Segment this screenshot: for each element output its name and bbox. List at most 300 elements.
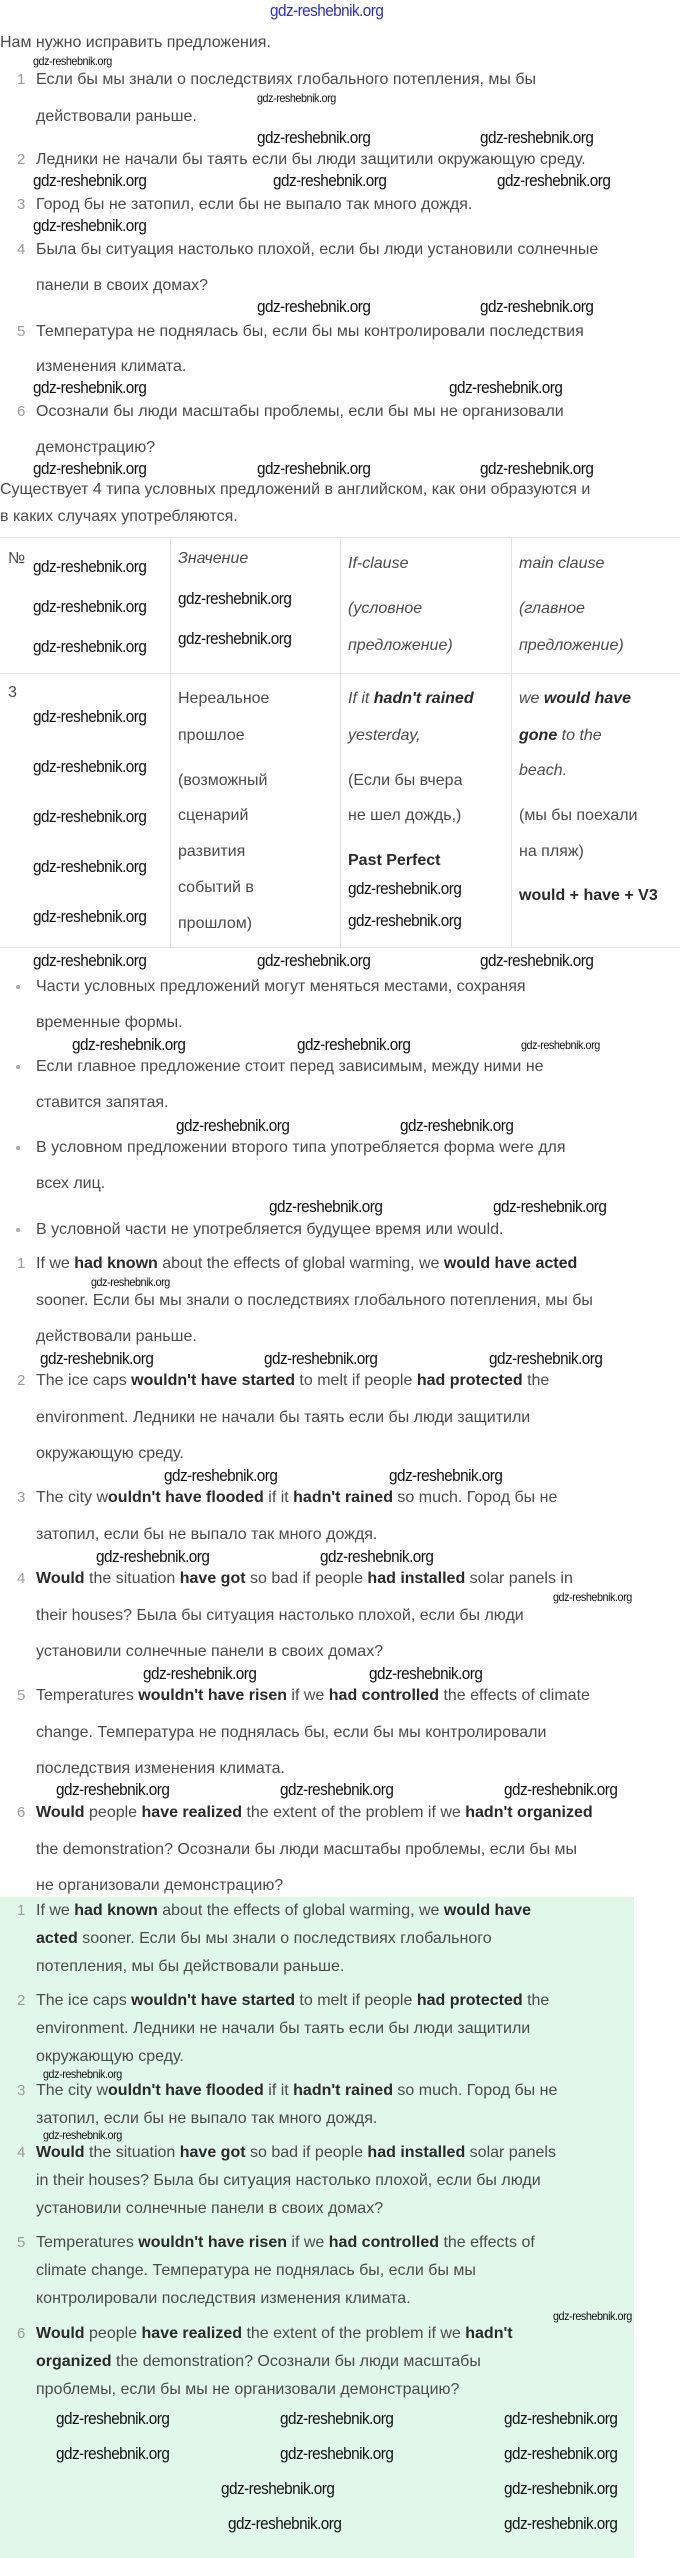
site-watermark-link[interactable]: gdz-reshebnik.org <box>270 1 384 20</box>
clipped-rule-line <box>0 481 680 499</box>
text-segment: wouldn't have risen <box>138 2234 287 2251</box>
text-segment: Была бы ситуация настолько плохой, если бы люди установили солнечные <box>36 241 599 258</box>
text-segment: Части условных предложений могут меняться местами, сохраняя <box>36 978 526 995</box>
watermark-text: gdz-reshebnik.org <box>33 807 147 826</box>
text-segment: to melt if people <box>294 1372 417 1389</box>
text-segment: wouldn't have started <box>131 1372 295 1389</box>
text-segment: ouldn't have flooded <box>108 1489 264 1506</box>
text-segment: if we <box>286 2234 329 2251</box>
text-segment: the effects of <box>439 2234 535 2251</box>
watermark-text: gdz-reshebnik.org <box>43 2128 122 2142</box>
watermark-text: gdz-reshebnik.org <box>280 2409 394 2428</box>
text-line <box>348 851 441 871</box>
text-line <box>36 1327 197 1347</box>
watermark-text: gdz-reshebnik.org <box>269 1197 383 1216</box>
text-segment: окружающую среду. <box>36 2048 184 2065</box>
text-segment: beach. <box>519 762 568 779</box>
text-segment: main clause <box>519 555 605 572</box>
item-number: 4 <box>17 241 26 258</box>
text-line <box>36 2233 535 2253</box>
text-line <box>36 276 208 296</box>
text-segment: демонстрацию? <box>36 439 156 456</box>
text-segment: solar panels <box>465 2144 556 2161</box>
text-segment: временные формы. <box>36 1014 183 1031</box>
text-segment: Would <box>36 2325 85 2342</box>
watermark-text: gdz-reshebnik.org <box>33 907 147 926</box>
watermark-text: gdz-reshebnik.org <box>521 1038 600 1052</box>
text-line <box>36 1642 383 1662</box>
text-segment: so much. Город бы не <box>392 1489 558 1506</box>
watermark-text: gdz-reshebnik.org <box>348 879 462 898</box>
watermark-text: gdz-reshebnik.org <box>449 378 563 397</box>
watermark-text: gdz-reshebnik.org <box>257 128 371 147</box>
text-line <box>348 806 461 826</box>
text-segment: the effects of climate <box>439 1687 590 1704</box>
text-line <box>348 771 462 791</box>
text-segment: В условном предложении второго типа употребляется форма were для <box>36 1139 566 1156</box>
text-segment: had installed <box>367 1570 466 1587</box>
text-segment: the situation <box>84 2144 180 2161</box>
watermark-text: gdz-reshebnik.org <box>72 1035 186 1054</box>
text-segment: about the effects of global warming, we <box>157 1255 444 1272</box>
text-line <box>36 1876 283 1896</box>
watermark-text: gdz-reshebnik.org <box>400 1116 514 1135</box>
text-segment: ouldn't have flooded <box>108 2082 264 2099</box>
text-segment: (возможный <box>178 772 268 789</box>
bullet-icon <box>16 1065 20 1069</box>
watermark-text: gdz-reshebnik.org <box>33 707 147 726</box>
text-line <box>36 1254 577 1274</box>
watermark-text: gdz-reshebnik.org <box>480 128 594 147</box>
text-segment: затопил, если бы не выпало так много дождя. <box>36 2110 378 2127</box>
text-segment: If it <box>348 690 374 707</box>
text-segment: had known <box>74 1255 158 1272</box>
text-line <box>36 2109 377 2129</box>
text-line <box>36 2352 481 2372</box>
text-segment: had protected <box>416 1992 523 2009</box>
text-segment: organized <box>36 2353 112 2370</box>
text-segment: окружающую среду. <box>36 1445 184 1462</box>
text-segment: Осознали бы люди масштабы проблемы, если бы мы не организовали <box>36 403 564 420</box>
text-segment: the <box>522 1372 550 1389</box>
text-segment: потепления, мы бы действовали раньше. <box>36 1958 345 1975</box>
text-segment: would have <box>543 690 632 707</box>
watermark-text: gdz-reshebnik.org <box>33 171 147 190</box>
item-number: 3 <box>17 1489 26 1506</box>
text-segment: If-clause <box>348 555 409 572</box>
text-segment: change. Температура не поднялась бы, если бы мы контролировали <box>36 1724 547 1741</box>
item-number: 6 <box>17 1804 26 1821</box>
text-segment: прошлое <box>178 727 245 744</box>
watermark-text: gdz-reshebnik.org <box>56 1780 170 1799</box>
text-segment: If we <box>36 1255 75 1272</box>
text-segment: so bad if people <box>245 1570 368 1587</box>
text-segment: В условной части не употребляется будущее время или would. <box>36 1221 504 1238</box>
text-segment: so much. Город бы не <box>392 2082 558 2099</box>
text-segment: environment. Ледники не начали бы таять если бы люди защитили <box>36 2020 531 2037</box>
text-line <box>36 2261 476 2281</box>
text-segment: The city w <box>36 1489 109 1506</box>
item-number: 5 <box>17 323 26 340</box>
text-segment: Past Perfect <box>348 852 441 869</box>
watermark-text: gdz-reshebnik.org <box>33 951 147 970</box>
text-segment: предложение) <box>519 637 624 654</box>
text-segment: проблемы, если бы мы не организовали демонстрацию? <box>36 2381 460 2398</box>
text-line <box>36 1057 544 1077</box>
watermark-text: gdz-reshebnik.org <box>33 557 147 576</box>
text-line <box>36 2324 513 2344</box>
text-line <box>178 878 254 898</box>
text-segment: have realized <box>141 1804 243 1821</box>
item-number: 2 <box>17 1992 26 2009</box>
watermark-text: gdz-reshebnik.org <box>56 2409 170 2428</box>
text-line <box>178 549 248 569</box>
text-segment: the demonstration? Осознали бы люди масштабы проблемы, если бы мы <box>36 1841 578 1858</box>
watermark-text: gdz-reshebnik.org <box>40 1349 154 1368</box>
text-segment: had controlled <box>328 2234 440 2251</box>
text-segment: hadn't <box>465 2325 513 2342</box>
text-segment: действовали раньше. <box>36 1328 197 1345</box>
text-segment: The city w <box>36 2082 109 2099</box>
text-segment: Would <box>36 2144 85 2161</box>
text-segment: действовали раньше. <box>36 108 197 125</box>
watermark-text: gdz-reshebnik.org <box>257 951 371 970</box>
watermark-text: gdz-reshebnik.org <box>389 1466 503 1485</box>
item-number: 6 <box>17 403 26 420</box>
text-segment: sooner. Если бы мы знали о последствиях глобального <box>77 1930 492 1947</box>
text-line <box>36 1174 105 1194</box>
text-line <box>36 107 197 127</box>
text-segment: the extent of the problem if we <box>242 1804 466 1821</box>
text-segment: their houses? Была бы ситуация настолько плохой, если бы люди <box>36 1607 524 1624</box>
watermark-text: gdz-reshebnik.org <box>504 2409 618 2428</box>
watermark-text: gdz-reshebnik.org <box>33 857 147 876</box>
rule-cut-text: Существует 4 типа условных предложений в английском, как они образуются и <box>0 481 591 498</box>
text-line <box>36 1723 546 1743</box>
watermark-text: gdz-reshebnik.org <box>164 1466 278 1485</box>
watermark-text: gdz-reshebnik.org <box>178 629 292 648</box>
watermark-text: gdz-reshebnik.org <box>489 1349 603 1368</box>
text-segment: climate change. Температура не поднялась бы, если бы мы <box>36 2262 476 2279</box>
item-number: 3 <box>17 2082 26 2099</box>
text-segment: if it <box>263 1489 294 1506</box>
text-segment: контролировали последствия изменения климата. <box>36 2290 411 2307</box>
text-segment: на пляж) <box>519 843 584 860</box>
item-number: 3 <box>17 196 26 213</box>
text-segment: had installed <box>367 2144 466 2161</box>
bullet-icon <box>16 1228 20 1232</box>
text-line <box>36 402 564 422</box>
text-line <box>36 1408 530 1428</box>
text-segment: wouldn't have risen <box>138 1687 287 1704</box>
text-segment: sooner. Если бы мы знали о последствиях глобального потепления, мы бы <box>36 1292 593 1309</box>
text-segment: yesterday, <box>348 727 421 744</box>
text-line <box>519 806 637 826</box>
watermark-text: gdz-reshebnik.org <box>33 597 147 616</box>
watermark-text: gdz-reshebnik.org <box>33 378 147 397</box>
text-line <box>36 357 186 377</box>
item-number: 1 <box>17 1255 26 1272</box>
text-segment: Would <box>36 1570 85 1587</box>
text-segment: (Если бы вчера <box>348 772 463 789</box>
item-number: 4 <box>17 2144 26 2161</box>
text-segment: установили солнечные панели в своих домах? <box>36 1643 384 1660</box>
text-segment: solar panels in <box>465 1570 573 1587</box>
watermark-text: gdz-reshebnik.org <box>257 459 371 478</box>
text-line <box>36 2289 411 2309</box>
text-line <box>36 1488 557 1508</box>
text-segment: gone <box>519 727 558 744</box>
text-line <box>36 1220 503 1240</box>
text-segment: Температура не поднялась бы, если бы мы контролировали последствия <box>36 323 584 340</box>
item-number: 2 <box>17 151 26 168</box>
text-line <box>36 1929 492 1949</box>
text-segment: (условное <box>348 600 423 617</box>
watermark-text: gdz-reshebnik.org <box>297 1035 411 1054</box>
text-line <box>178 771 267 791</box>
text-segment: изменения климата. <box>36 358 187 375</box>
bullet-icon <box>16 985 20 989</box>
text-segment: № <box>8 550 26 567</box>
watermark-text: gdz-reshebnik.org <box>257 91 336 105</box>
item-number: 1 <box>17 1902 26 1919</box>
text-segment: Would <box>36 1804 85 1821</box>
text-segment: so bad if people <box>245 2144 368 2161</box>
text-segment: would have acted <box>443 1255 578 1272</box>
text-line <box>36 1901 531 1921</box>
text-line <box>36 1093 168 1113</box>
bullet-icon <box>16 1146 20 1150</box>
text-segment: последствия изменения климата. <box>36 1760 285 1777</box>
text-segment: hadn't rained <box>293 1489 393 1506</box>
watermark-text: gdz-reshebnik.org <box>320 1547 434 1566</box>
watermark-text: gdz-reshebnik.org <box>369 1664 483 1683</box>
watermark-text: gdz-reshebnik.org <box>553 1590 632 1604</box>
watermark-text: gdz-reshebnik.org <box>497 171 611 190</box>
text-segment: about the effects of global warming, we <box>157 1902 444 1919</box>
watermark-text: gdz-reshebnik.org <box>143 1664 257 1683</box>
text-line <box>348 689 474 709</box>
item-number: 6 <box>17 2325 26 2342</box>
text-segment: to the <box>557 727 602 744</box>
rule-line: в каких случаях употребляются. <box>0 508 238 525</box>
text-line <box>36 2199 383 2219</box>
text-line <box>36 1991 549 2011</box>
text-segment: have got <box>179 1570 246 1587</box>
text-segment: затопил, если бы не выпало так много дождя. <box>36 1526 378 1543</box>
watermark-text: gdz-reshebnik.org <box>480 951 594 970</box>
text-line <box>519 554 604 574</box>
text-segment: Temperatures <box>36 1687 139 1704</box>
text-line <box>36 1525 377 1545</box>
text-segment: The ice caps <box>36 1992 132 2009</box>
watermark-text: gdz-reshebnik.org <box>504 2479 618 2498</box>
watermark-text: gdz-reshebnik.org <box>280 1780 394 1799</box>
text-line <box>36 1371 549 1391</box>
item-number: 4 <box>17 1570 26 1587</box>
table-divider <box>0 673 680 674</box>
text-line <box>36 2081 557 2101</box>
text-line <box>36 1803 593 1823</box>
text-line <box>36 322 584 342</box>
text-segment: wouldn't have started <box>131 1992 295 2009</box>
watermark-text: gdz-reshebnik.org <box>504 2444 618 2463</box>
watermark-text: gdz-reshebnik.org <box>257 297 371 316</box>
text-line <box>519 726 602 746</box>
text-line <box>36 977 526 997</box>
watermark-text: gdz-reshebnik.org <box>56 2444 170 2463</box>
text-line <box>348 636 453 656</box>
watermark-text: gdz-reshebnik.org <box>178 589 292 608</box>
text-line <box>36 195 472 215</box>
text-segment: the <box>522 1992 550 2009</box>
text-line <box>348 599 422 619</box>
text-segment: панели в своих домах? <box>36 277 209 294</box>
text-segment: hadn't organized <box>465 1804 593 1821</box>
text-segment: (главное <box>519 600 585 617</box>
text-line <box>36 1606 524 1626</box>
text-line <box>348 554 408 574</box>
text-line <box>36 2171 541 2191</box>
page-title: Нам нужно исправить предложения. <box>0 34 271 51</box>
item-number: 5 <box>17 2234 26 2251</box>
text-segment: (мы бы поехали <box>519 807 638 824</box>
text-line <box>36 240 598 260</box>
text-line <box>8 549 25 569</box>
text-line <box>36 1138 566 1158</box>
text-line <box>519 689 631 709</box>
text-segment: the demonstration? Осознали бы люди масштабы <box>111 2353 481 2370</box>
text-segment: people <box>84 1804 142 1821</box>
watermark-text: gdz-reshebnik.org <box>228 2514 342 2533</box>
text-segment: Город бы не затопил, если бы не выпало так много дождя. <box>36 196 473 213</box>
watermark-text: gdz-reshebnik.org <box>96 1547 210 1566</box>
text-line <box>348 726 421 746</box>
watermark-text: gdz-reshebnik.org <box>273 171 387 190</box>
text-line <box>36 2380 459 2400</box>
text-segment: hadn't rained <box>373 690 474 707</box>
text-segment: would + have + V3 <box>519 887 658 904</box>
watermark-text: gdz-reshebnik.org <box>504 1780 618 1799</box>
watermark-text: gdz-reshebnik.org <box>91 1275 170 1289</box>
watermark-text: gdz-reshebnik.org <box>176 1116 290 1135</box>
text-line <box>36 1840 577 1860</box>
text-line <box>178 806 248 826</box>
watermark-text: gdz-reshebnik.org <box>553 2309 632 2323</box>
text-line <box>36 1569 573 1589</box>
text-segment: сценарий <box>178 807 249 824</box>
text-line <box>178 842 245 862</box>
item-number: 5 <box>17 1687 26 1704</box>
text-segment: we <box>519 690 544 707</box>
watermark-text: gdz-reshebnik.org <box>33 459 147 478</box>
watermark-text: gdz-reshebnik.org <box>33 757 147 776</box>
text-line <box>36 1291 593 1311</box>
watermark-text: gdz-reshebnik.org <box>43 2067 122 2081</box>
text-segment: Temperatures <box>36 2234 139 2251</box>
text-line <box>36 70 536 90</box>
text-segment: прошлом) <box>178 915 253 932</box>
text-segment: не организовали демонстрацию? <box>36 1877 284 1894</box>
watermark-text: gdz-reshebnik.org <box>33 637 147 656</box>
text-segment: have got <box>179 2144 246 2161</box>
text-segment: событий в <box>178 879 254 896</box>
table-divider <box>340 538 341 947</box>
text-segment: The ice caps <box>36 1372 132 1389</box>
text-line <box>178 726 245 746</box>
text-segment: the situation <box>84 1570 180 1587</box>
text-line <box>178 914 252 934</box>
text-segment: развития <box>178 843 246 860</box>
text-segment: Ледники не начали бы таять если бы люди защитили окружающую среду. <box>36 151 586 168</box>
text-line <box>178 689 269 709</box>
text-segment: if we <box>286 1687 329 1704</box>
text-line <box>36 438 155 458</box>
text-line <box>519 761 567 781</box>
text-segment: Значение <box>178 550 249 567</box>
text-segment: environment. Ледники не начали бы таять если бы люди защитили <box>36 1409 531 1426</box>
text-segment: предложение) <box>348 637 453 654</box>
text-line <box>519 842 584 862</box>
text-line <box>519 636 624 656</box>
text-segment: hadn't rained <box>293 2082 393 2099</box>
text-segment: ставится запятая. <box>36 1094 169 1111</box>
watermark-text: gdz-reshebnik.org <box>280 2444 394 2463</box>
text-segment: не шел дождь,) <box>348 807 462 824</box>
watermark-text: gdz-reshebnik.org <box>33 216 147 235</box>
text-line <box>36 1013 183 1033</box>
text-line <box>36 2143 556 2163</box>
watermark-text: gdz-reshebnik.org <box>480 297 594 316</box>
watermark-text: gdz-reshebnik.org <box>480 459 594 478</box>
text-segment: had protected <box>416 1372 523 1389</box>
text-segment: acted <box>36 1930 78 1947</box>
text-line <box>36 1444 184 1464</box>
text-line <box>36 2019 530 2039</box>
text-segment: had controlled <box>328 1687 440 1704</box>
watermark-text: gdz-reshebnik.org <box>33 54 112 68</box>
watermark-text: gdz-reshebnik.org <box>221 2479 335 2498</box>
text-segment: have realized <box>141 2325 243 2342</box>
text-segment: 3 <box>8 684 17 701</box>
text-line <box>36 1686 590 1706</box>
watermark-text: gdz-reshebnik.org <box>504 2514 618 2533</box>
text-segment: if it <box>263 2082 294 2099</box>
text-segment: to melt if people <box>294 1992 417 2009</box>
item-number: 2 <box>17 1372 26 1389</box>
text-segment: всех лиц. <box>36 1175 106 1192</box>
text-segment: установили солнечные панели в своих домах? <box>36 2200 384 2217</box>
text-line <box>519 599 585 619</box>
text-segment: Нереальное <box>178 690 270 707</box>
table-divider <box>511 538 512 947</box>
watermark-text: gdz-reshebnik.org <box>493 1197 607 1216</box>
text-segment: the extent of the problem if we <box>242 2325 466 2342</box>
text-segment: Если бы мы знали о последствиях глобального потепления, мы бы <box>36 71 536 88</box>
watermark-text: gdz-reshebnik.org <box>264 1349 378 1368</box>
item-number: 1 <box>17 71 26 88</box>
text-segment: Если главное предложение стоит перед зависимым, между ними не <box>36 1058 544 1075</box>
text-segment: would have <box>443 1902 532 1919</box>
text-segment: in their houses? Была бы ситуация настолько плохой, если бы люди <box>36 2172 541 2189</box>
text-line <box>36 1957 344 1977</box>
text-line <box>8 683 17 703</box>
text-segment: people <box>84 2325 142 2342</box>
text-line <box>36 2047 184 2067</box>
text-segment: If we <box>36 1902 75 1919</box>
text-line <box>36 1759 285 1779</box>
watermark-text: gdz-reshebnik.org <box>348 911 462 930</box>
